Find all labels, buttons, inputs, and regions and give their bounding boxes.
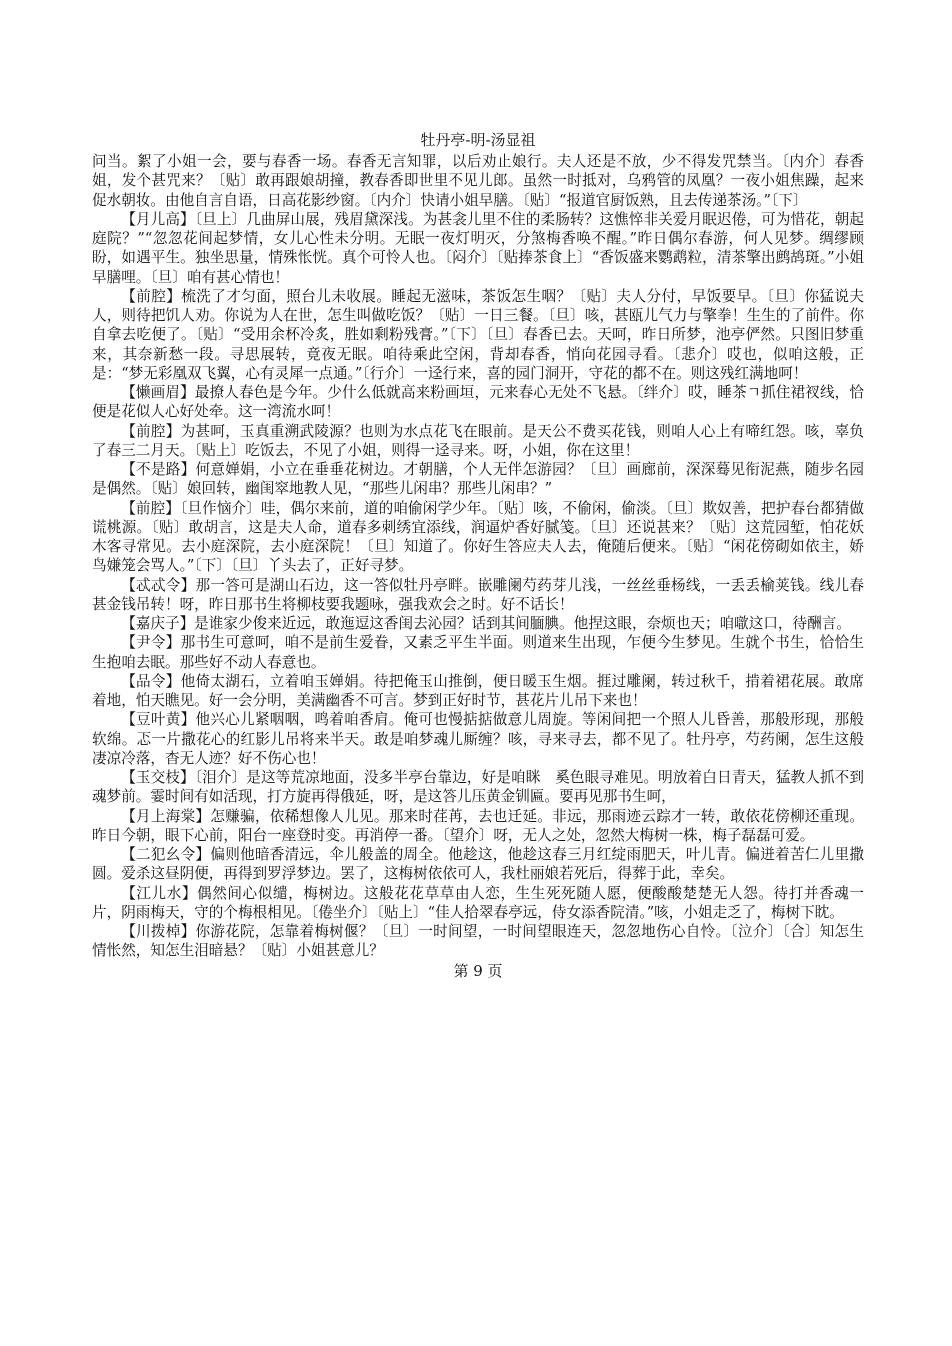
paragraph: 【品令】他倚太湖石，立着咱玉婵娟。待把俺玉山推倒，便日暖玉生烟。捱过雕阑，转过秋千，掯着裙花展。敢席着地，怕天瞧见。好一会分明，美满幽香不可言。梦到正好时节，甚花片儿吊下来也！ (92, 672, 864, 709)
paragraph: 【前腔】〔旦作恼介〕哇，偶尔来前，道的咱偷闲学少年。〔贴〕咳，不偷闲，偷淡。〔旦〕欺奴善，把护春台都猜做谎桃源。〔贴〕敢胡言，这是夫人命，道春多刺绣宜添线，润逼炉香好腻笺。〔旦〕还说甚来？〔贴〕这荒园堑，怕花妖木客寻常见。去小庭深院，去小庭深院！〔旦〕知道了。你好生答应夫人去，俺随后便来。〔贴〕“闲花傍砌如依主，娇鸟嫌笼会骂人。”〔下〕〔旦〕丫头去了，正好寻梦。 (92, 499, 864, 575)
document-title: 牡丹亭-明-汤显祖 (420, 131, 536, 149)
paragraph: 【忒忒令】那一答可是湖山石边，这一答似牡丹亭畔。嵌雕阑芍药芽儿浅，一丝丝垂杨线，一丢丢榆荚钱。线儿春甚金钱吊转！呀，昨日那书生将柳枝要我题咏，强我欢会之时。好不话长！ (92, 576, 864, 613)
paragraph: 【玉交枝】〔泪介〕是这等荒凉地面，没多半亭台靠边，好是咱眯 奚色眼寻难见。明放着白日青天，猛教人抓不到魂梦前。霎时间有如活现，打方旋再得俄延，呀，是这答儿压黄金钏匾。要再见那书生呵， (92, 769, 864, 806)
paragraph: 【江儿水】偶然间心似缱，梅树边。这般花花草草由人恋，生生死死随人愿，便酸酸楚楚无人怨。待打并香魂一片，阴雨梅天，守的个梅根相见。〔倦坐介〕〔贴上〕“佳人拾翠春亭远，侍女添香院清。”咳，小姐走乏了，梅树下眈。 (92, 884, 864, 921)
paragraph: 【前腔】为甚呵，玉真重溯武陵源？也则为水点花飞在眼前。是天公不费买花钱，则咱人心上有啼红怨。咳，辜负了春三二月天。〔贴上〕吃饭去，不见了小姐，则得一迳寻来。呀，小姐，你在这里！ (92, 422, 864, 459)
paragraph: 【月上海棠】怎赚骗，依稀想像人儿见。那来时荏苒，去也迁延。非远，那雨迹云踪才一转，敢依花傍柳还重现。昨日今朝，眼下心前，阳台一座登时变。再消停一番。〔望介〕呀，无人之处，忽然大梅树一株，梅子磊磊可爱。 (92, 807, 864, 844)
paragraph: 【豆叶黄】他兴心儿紧咽咽，鸣着咱香肩。俺可也慢掂掂做意儿周旋。等闲间把一个照人儿昏善，那般形现，那般软绵。忑一片撒花心的红影儿吊将来半天。敢是咱梦魂儿厮缠？咳，寻来寻去，都不见了。牡丹亭，芍药阑，怎生这般凄凉冷落，杳无人迹？好不伤心也！ (92, 711, 864, 767)
document-page (92, 130, 864, 981)
paragraph: 问当。絮了小姐一会，要与春香一场。春香无言知罪，以后劝止娘行。夫人还是不放，少不得发咒禁当。〔内介〕春香姐，发个甚咒来？〔贴〕敢再跟娘胡撞，教春香即世里不见儿郎。虽然一时抵对，乌鸦管的凤凰？一夜小姐焦躁，起来促水朝妆。由他自言自语，日高花影纱窗。〔内介〕快请小姐早膳。〔贴〕“报道官厨饭熟，且去传递茶汤。”〔下〕 (92, 153, 864, 209)
paragraph: 【尹令】那书生可意呵，咱不是前生爱眷，又素乏平生半面。则道来生出现，乍便今生梦见。生就个书生，恰恰生生抱咱去眠。那些好不动人春意也。 (92, 634, 864, 671)
paragraph: 【二犯幺令】偏则他暗香清远，伞儿般盖的周全。他趁这，他趁这春三月红绽雨肥天，叶儿青。偏迸着苦仁儿里撒圆。爱杀这昼阴便，再得到罗浮梦边。罢了，这梅树依依可人，我杜丽娘若死后，得葬于此，幸矣。 (92, 846, 864, 883)
paragraph: 【川拨棹】你游花院，怎靠着梅树偃？〔旦〕一时间望，一时间望眼连天，忽忽地伤心自怜。〔泣介〕〔合〕知怎生情怅然，知怎生泪暗悬？〔贴〕小姐甚意儿？ (92, 923, 864, 960)
paragraph: 【懒画眉】最撩人春色是今年。少什么低就高来粉画垣，元来春心无处不飞悬。〔绊介〕哎，睡茶ㄱ抓住裙衩线，恰便是花似人心好处牵。这一湾流水呵！ (92, 384, 864, 421)
page-number: 第 9 页 (453, 961, 503, 980)
paragraph: 【前腔】梳洗了才匀面，照台儿未收展。睡起无滋味，茶饭怎生咽？〔贴〕夫人分付，早饭要早。〔旦〕你猛说夫人，则待把饥人劝。你说为人在世，怎生叫做吃饭？〔贴〕一日三餐。〔旦〕咳，甚瓯儿气力与擎拳！生生的了前件。你自拿去吃便了。〔贴〕“受用余杯冷炙，胜如剩粉残膏。”〔下〕〔旦〕春香已去。天呵，昨日所梦，池亭俨然。只图旧梦重来，其奈新愁一段。寻思展转，竟夜无眠。咱待乘此空闲，背却春香，悄向花园寻看。〔悲介〕哎也，似咱这般，正是：“梦无彩凰双飞翼，心有灵犀一点通。”〔行介〕一迳行来，喜的园门洞开，守花的都不在。则这残红满地呵！ (92, 287, 864, 382)
paragraph: 【不是路】何意婵娟，小立在垂垂花树边。才朝膳，个人无伴怎游园？〔旦〕画廊前，深深蓦见衔泥燕，随步名园是偶然。〔贴〕娘回转，幽闺窣地教人见，“那些儿闲串？那些儿闲串？” (92, 461, 864, 498)
paragraph: 【嘉庆子】是谁家少俊来近远，敢迤逗这香闺去沁园？话到其间腼腆。他捏这眼，奈烦也天；咱噷这口，待酬言。 (121, 615, 851, 632)
paragraph: 【月儿高】〔旦上〕几曲屏山展，残眉黛深浅。为甚衾儿里不住的柔肠转？这憔悴非关爱月眠迟倦，可为惜花，朝起庭院？”“忽忽花间起梦情，女儿心性未分明。无眠一夜灯明灭，分煞梅香唤不醒。”昨日偶尔春游，何人见梦。绸缪顾盼，如遇平生。独坐思量，情殊怅恍。真个可怜人也。〔闷介〕〔贴捧茶食上〕“香饭盛来鹦鹉粒，清茶擎出鹧鸪斑。”小姐早膳哩。〔旦〕咱有甚心情也！ (92, 210, 864, 286)
document-body (92, 152, 864, 961)
